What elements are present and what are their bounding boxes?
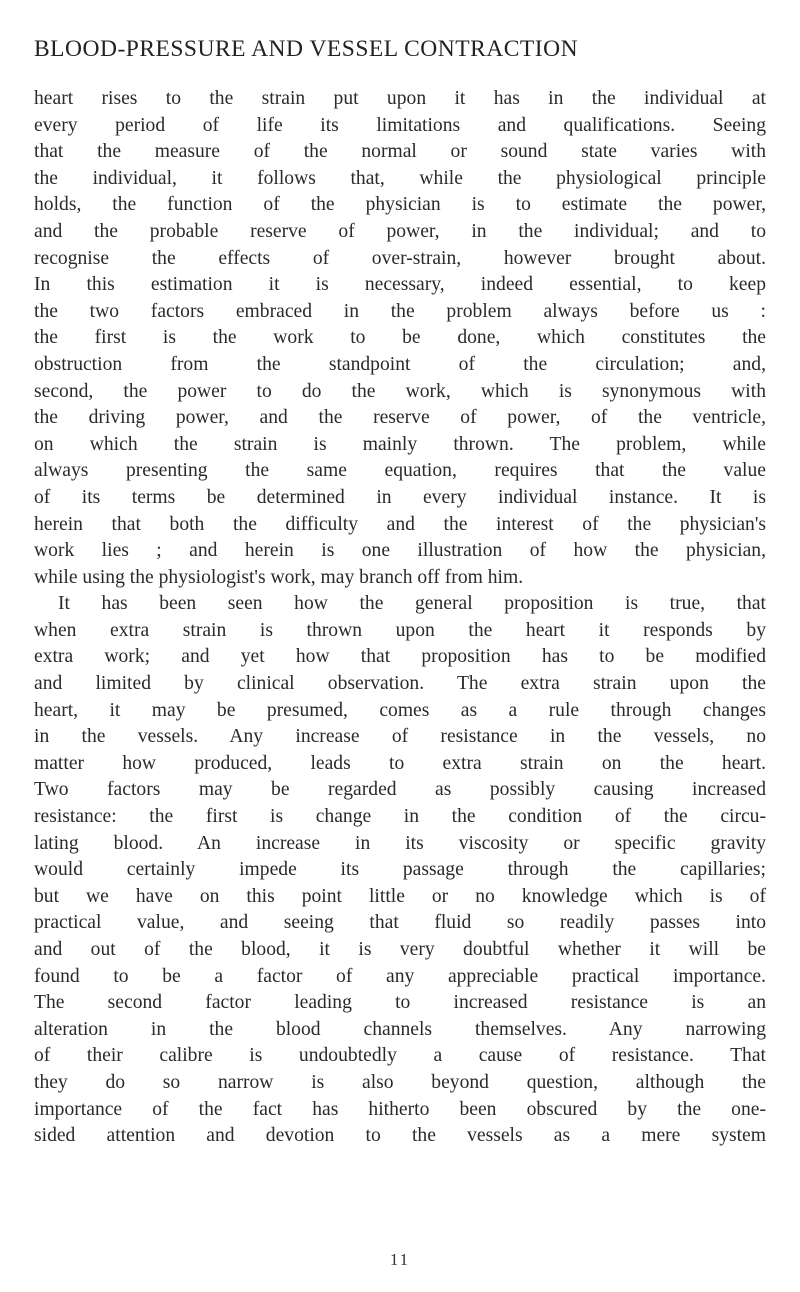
text-line: the driving power, and the reserve of power, of the ventricle,: [34, 407, 766, 429]
text-line: while using the physiologist's work, may branch off from him.: [34, 566, 524, 588]
text-line: always presenting the same equation, requires that the value: [34, 460, 766, 482]
text-line: recognise the effects of over-strain, however brought about.: [34, 247, 766, 269]
text-line: The second factor leading to increased resistance is an: [34, 992, 766, 1014]
text-line: every period of life its limitations and qualifications. Seeing: [34, 114, 766, 136]
paragraph-start-line: It has been seen how the general proposition is true, that: [58, 593, 766, 615]
text-line: when extra strain is thrown upon the heart it responds by: [34, 619, 766, 641]
text-line: holds, the function of the physician is to estimate the power,: [34, 194, 766, 216]
text-line: importance of the fact has hitherto been obscured by the one-: [34, 1098, 766, 1120]
text-line: and the probable reserve of power, in the individual; and to: [34, 220, 766, 242]
text-line: herein that both the difficulty and the interest of the physician's: [34, 513, 766, 535]
running-head: BLOOD-PRESSURE AND VESSEL CONTRACTION: [34, 36, 579, 62]
page-number: 11: [389, 1250, 411, 1269]
text-line: the first is the work to be done, which constitutes the: [34, 327, 766, 349]
text-line: alteration in the blood channels themselves. Any narrowing: [34, 1018, 766, 1040]
text-line: of its terms be determined in every individual instance. It is: [34, 486, 766, 508]
text-line: In this estimation it is necessary, indeed essential, to keep: [34, 274, 766, 296]
text-line: would certainly impede its passage through the capillaries;: [34, 859, 766, 881]
text-line: found to be a factor of any appreciable practical importance.: [34, 965, 766, 987]
text-line: second, the power to do the work, which is synonymous with: [34, 380, 766, 402]
text-line: in the vessels. Any increase of resistance in the vessels, no: [34, 726, 766, 748]
text-line: resistance: the first is change in the condition of the circu-: [34, 806, 766, 828]
text-line: but we have on this point little or no knowledge which is of: [34, 885, 766, 907]
text-line: the two factors embraced in the problem always before us :: [34, 300, 766, 322]
text-line: lating blood. An increase in its viscosity or specific gravity: [34, 832, 766, 854]
text-line: work lies ; and herein is one illustration of how the physician,: [34, 540, 766, 562]
text-line: sided attention and devotion to the vessels as a mere system: [34, 1125, 766, 1147]
text-line: they do so narrow is also beyond question, although the: [34, 1071, 766, 1093]
text-line: of their calibre is undoubtedly a cause of resistance. That: [34, 1045, 766, 1067]
text-line: extra work; and yet how that proposition has to be modified: [34, 646, 766, 668]
text-line: matter how produced, leads to extra strain on the heart.: [34, 752, 766, 774]
text-line: on which the strain is mainly thrown. The problem, while: [34, 433, 766, 455]
text-line: and out of the blood, it is very doubtful whether it will be: [34, 939, 766, 960]
text-line: obstruction from the standpoint of the circulation; and,: [34, 353, 766, 375]
text-line: that the measure of the normal or sound state varies with: [34, 141, 766, 163]
body-text: [34, 86, 766, 1150]
text-line: and limited by clinical observation. The extra strain upon the: [34, 673, 766, 695]
text-line: heart, it may be presumed, comes as a rule through changes: [34, 699, 766, 721]
text-line: practical value, and seeing that fluid so readily passes into: [34, 912, 766, 934]
text-line: the individual, it follows that, while the physiological principle: [34, 167, 766, 189]
text-line: heart rises to the strain put upon it has in the individual at: [34, 88, 766, 109]
text-line: Two factors may be regarded as possibly causing increased: [34, 779, 766, 801]
